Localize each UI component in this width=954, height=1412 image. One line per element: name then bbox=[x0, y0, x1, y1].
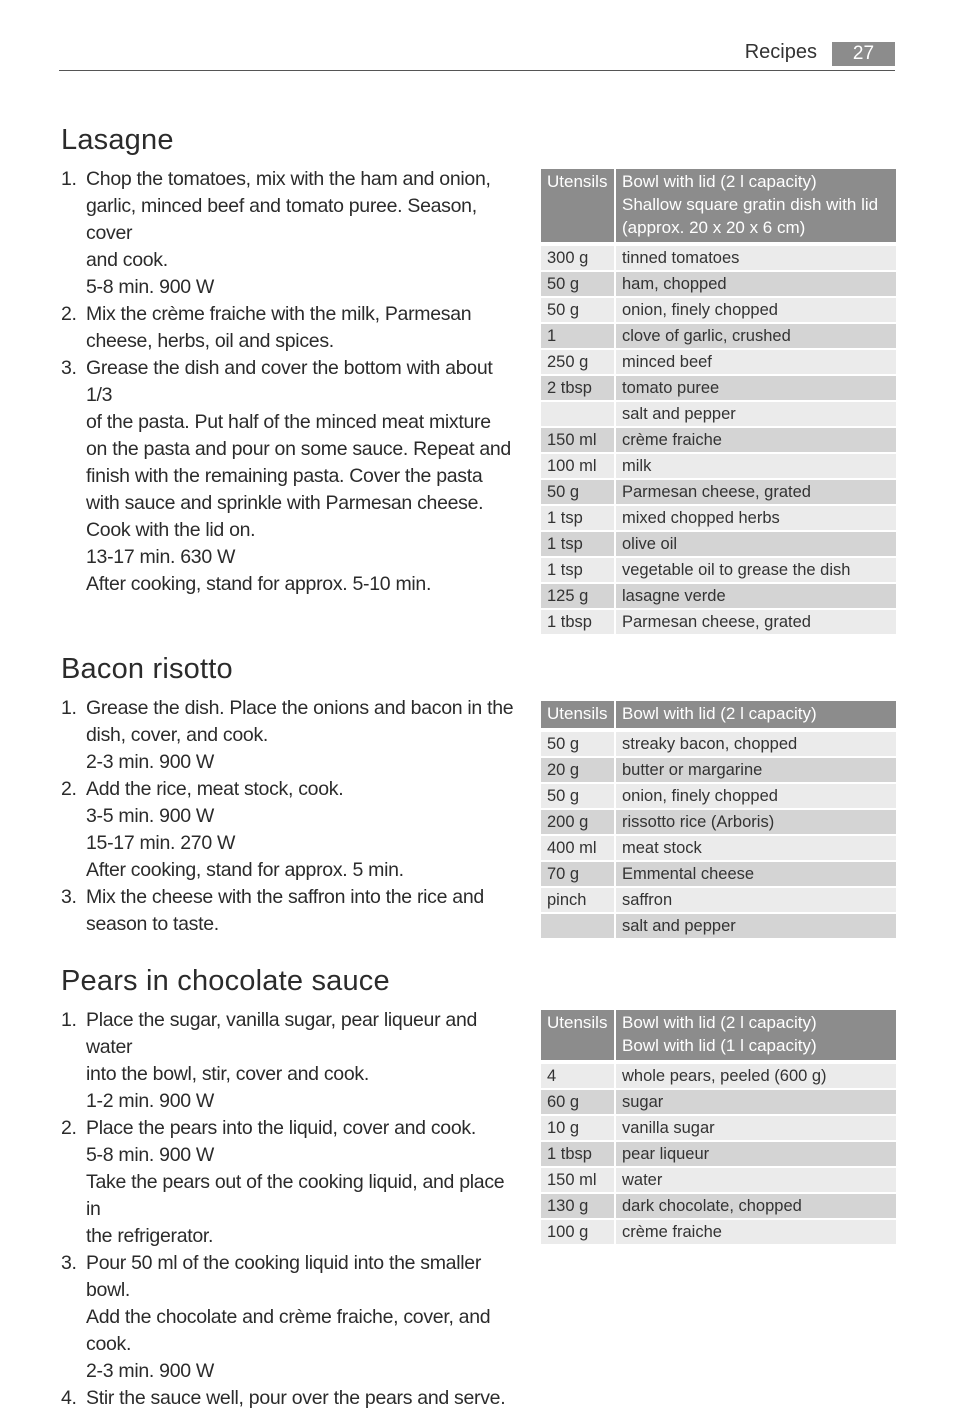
step-line: 5-8 min. 900 W bbox=[86, 276, 215, 298]
ingredient-row bbox=[541, 583, 896, 609]
ingredient-name: dark chocolate, chopped bbox=[615, 1193, 896, 1219]
step-line: Pour 50 ml of the cooking liquid into the smaller bowl. bbox=[86, 1252, 482, 1301]
step-line: Cook with the lid on. bbox=[86, 519, 256, 541]
ingredient-name: Parmesan cheese, grated bbox=[615, 479, 896, 505]
ingredient-quantity: 1 tsp bbox=[541, 505, 615, 531]
step-line: cheese, herbs, oil and spices. bbox=[86, 330, 334, 352]
step-line: garlic, minced beef and tomato puree. Season, cover bbox=[86, 195, 477, 244]
ingredient-name: clove of garlic, crushed bbox=[615, 323, 896, 349]
ingredient-name: rissotto rice (Arboris) bbox=[615, 809, 896, 835]
ingredient-quantity: 50 g bbox=[541, 783, 615, 809]
ingredient-row bbox=[541, 557, 896, 583]
ingredient-row bbox=[541, 271, 896, 297]
recipe-step bbox=[61, 301, 521, 355]
step-line: into the bowl, stir, cover and cook. bbox=[86, 1063, 369, 1085]
ingredients-table bbox=[541, 169, 896, 634]
step-line: Mix the crème fraiche with the milk, Parmesan bbox=[86, 303, 472, 325]
ingredient-quantity: 50 g bbox=[541, 730, 615, 757]
recipe-step bbox=[61, 1250, 521, 1385]
step-line: and cook. bbox=[86, 249, 168, 271]
utensil-item: Bowl with lid (2 l capacity) bbox=[622, 704, 817, 723]
ingredient-quantity: 125 g bbox=[541, 583, 615, 609]
ingredient-quantity: 100 ml bbox=[541, 453, 615, 479]
ingredient-row bbox=[541, 1219, 896, 1244]
recipe-step bbox=[61, 776, 521, 884]
ingredient-name: ham, chopped bbox=[615, 271, 896, 297]
ingredient-row bbox=[541, 835, 896, 861]
ingredient-name: vanilla sugar bbox=[615, 1115, 896, 1141]
ingredient-row bbox=[541, 809, 896, 835]
ingredient-quantity: 150 ml bbox=[541, 1167, 615, 1193]
ingredient-name: sugar bbox=[615, 1089, 896, 1115]
step-number: 1. bbox=[61, 1009, 77, 1031]
ingredient-row bbox=[541, 609, 896, 634]
ingredient-quantity: 50 g bbox=[541, 271, 615, 297]
recipe-title: Bacon risotto bbox=[61, 653, 233, 685]
ingredient-name: salt and pepper bbox=[615, 913, 896, 938]
recipe-title: Pears in chocolate sauce bbox=[61, 965, 390, 997]
ingredient-row bbox=[541, 323, 896, 349]
utensils-label: Utensils bbox=[541, 701, 615, 730]
step-line: season to taste. bbox=[86, 913, 219, 935]
step-number: 1. bbox=[61, 168, 77, 190]
step-line: Place the sugar, vanilla sugar, pear liqueur and water bbox=[86, 1009, 478, 1058]
ingredient-row bbox=[541, 505, 896, 531]
ingredient-quantity: 2 tbsp bbox=[541, 375, 615, 401]
step-line: Add the chocolate and crème fraiche, cover, and cook. bbox=[86, 1306, 491, 1355]
utensil-item: Bowl with lid (2 l capacity) bbox=[622, 172, 817, 191]
utensils-label: Utensils bbox=[541, 1010, 615, 1062]
ingredient-name: onion, finely chopped bbox=[615, 297, 896, 323]
ingredient-row bbox=[541, 401, 896, 427]
step-line: Grease the dish and cover the bottom with about 1/3 bbox=[86, 357, 493, 406]
utensil-item: Bowl with lid (2 l capacity) bbox=[622, 1013, 817, 1032]
step-line: finish with the remaining pasta. Cover the pasta bbox=[86, 465, 483, 487]
step-number: 2. bbox=[61, 1117, 77, 1139]
utensil-item: (approx. 20 x 20 x 6 cm) bbox=[622, 218, 806, 237]
ingredient-name: pear liqueur bbox=[615, 1141, 896, 1167]
step-line: Stir the sauce well, pour over the pears and serve. bbox=[86, 1387, 506, 1409]
section-name: Recipes bbox=[744, 41, 817, 63]
ingredient-quantity: 10 g bbox=[541, 1115, 615, 1141]
ingredient-quantity: 60 g bbox=[541, 1089, 615, 1115]
ingredient-quantity: 130 g bbox=[541, 1193, 615, 1219]
ingredient-name: butter or margarine bbox=[615, 757, 896, 783]
step-number: 2. bbox=[61, 303, 77, 325]
ingredient-quantity bbox=[541, 913, 615, 938]
ingredient-row bbox=[541, 1115, 896, 1141]
recipe-steps bbox=[61, 1007, 521, 1412]
ingredient-quantity: 1 tbsp bbox=[541, 609, 615, 634]
step-line: Take the pears out of the cooking liquid, and place in bbox=[86, 1171, 505, 1220]
step-number: 1. bbox=[61, 697, 77, 719]
ingredient-name: Parmesan cheese, grated bbox=[615, 609, 896, 634]
utensils-list bbox=[615, 701, 896, 730]
step-number: 3. bbox=[61, 1252, 77, 1274]
ingredient-quantity: 1 tsp bbox=[541, 557, 615, 583]
step-line: 5-8 min. 900 W bbox=[86, 1144, 215, 1166]
ingredient-row bbox=[541, 861, 896, 887]
step-line: 15-17 min. 270 W bbox=[86, 832, 236, 854]
ingredient-row bbox=[541, 531, 896, 557]
ingredient-quantity: 20 g bbox=[541, 757, 615, 783]
step-line: 13-17 min. 630 W bbox=[86, 546, 236, 568]
ingredient-row bbox=[541, 427, 896, 453]
ingredient-name: onion, finely chopped bbox=[615, 783, 896, 809]
ingredient-row bbox=[541, 783, 896, 809]
step-line: 1-2 min. 900 W bbox=[86, 1090, 215, 1112]
ingredient-name: lasagne verde bbox=[615, 583, 896, 609]
step-line: of the pasta. Put half of the minced meat mixture bbox=[86, 411, 491, 433]
step-number: 2. bbox=[61, 778, 77, 800]
ingredients-table bbox=[541, 701, 896, 938]
page-number: 27 bbox=[832, 42, 895, 66]
ingredient-name: crème fraiche bbox=[615, 1219, 896, 1244]
ingredient-name: minced beef bbox=[615, 349, 896, 375]
step-number: 3. bbox=[61, 357, 77, 379]
step-number: 3. bbox=[61, 886, 77, 908]
step-line: 2-3 min. 900 W bbox=[86, 751, 215, 773]
ingredient-name: water bbox=[615, 1167, 896, 1193]
ingredient-row bbox=[541, 453, 896, 479]
ingredient-quantity: 50 g bbox=[541, 479, 615, 505]
ingredient-quantity: 200 g bbox=[541, 809, 615, 835]
ingredient-row bbox=[541, 479, 896, 505]
ingredient-name: olive oil bbox=[615, 531, 896, 557]
step-line: Chop the tomatoes, mix with the ham and onion, bbox=[86, 168, 491, 190]
recipe-step bbox=[61, 884, 521, 938]
utensils-list bbox=[615, 169, 896, 244]
ingredient-row bbox=[541, 887, 896, 913]
ingredient-quantity bbox=[541, 401, 615, 427]
page-header bbox=[59, 38, 895, 71]
step-line: Grease the dish. Place the onions and bacon in the bbox=[86, 697, 514, 719]
utensils-list bbox=[615, 1010, 896, 1062]
ingredient-row bbox=[541, 1062, 896, 1089]
step-line: Add the rice, meat stock, cook. bbox=[86, 778, 344, 800]
ingredient-name: whole pears, peeled (600 g) bbox=[615, 1062, 896, 1089]
ingredient-quantity: 250 g bbox=[541, 349, 615, 375]
ingredient-quantity: 50 g bbox=[541, 297, 615, 323]
ingredient-row bbox=[541, 730, 896, 757]
step-line: dish, cover, and cook. bbox=[86, 724, 269, 746]
recipe-step bbox=[61, 166, 521, 301]
recipe-step bbox=[61, 1385, 521, 1412]
step-line: the refrigerator. bbox=[86, 1225, 214, 1247]
ingredient-row bbox=[541, 349, 896, 375]
ingredient-quantity: 70 g bbox=[541, 861, 615, 887]
ingredient-row bbox=[541, 757, 896, 783]
ingredient-quantity: 4 bbox=[541, 1062, 615, 1089]
utensil-item: Bowl with lid (1 l capacity) bbox=[622, 1036, 817, 1055]
step-line: After cooking, stand for approx. 5-10 min. bbox=[86, 573, 432, 595]
ingredient-row bbox=[541, 297, 896, 323]
ingredient-quantity: pinch bbox=[541, 887, 615, 913]
step-number: 4. bbox=[61, 1387, 77, 1409]
ingredient-row bbox=[541, 1089, 896, 1115]
ingredient-quantity: 400 ml bbox=[541, 835, 615, 861]
ingredient-row bbox=[541, 375, 896, 401]
ingredient-row bbox=[541, 1167, 896, 1193]
ingredient-quantity: 1 tsp bbox=[541, 531, 615, 557]
step-line: Mix the cheese with the saffron into the rice and bbox=[86, 886, 484, 908]
step-line: Place the pears into the liquid, cover and cook. bbox=[86, 1117, 476, 1139]
ingredient-name: milk bbox=[615, 453, 896, 479]
ingredient-name: mixed chopped herbs bbox=[615, 505, 896, 531]
ingredient-name: Emmental cheese bbox=[615, 861, 896, 887]
utensils-row bbox=[541, 1010, 896, 1062]
ingredient-row bbox=[541, 1193, 896, 1219]
ingredient-quantity: 300 g bbox=[541, 244, 615, 271]
ingredient-row bbox=[541, 244, 896, 271]
step-line: on the pasta and pour on some sauce. Repeat and bbox=[86, 438, 511, 460]
utensils-row bbox=[541, 701, 896, 730]
ingredient-quantity: 1 bbox=[541, 323, 615, 349]
recipe-title: Lasagne bbox=[61, 124, 174, 156]
ingredient-quantity: 150 ml bbox=[541, 427, 615, 453]
ingredient-name: vegetable oil to grease the dish bbox=[615, 557, 896, 583]
ingredient-name: streaky bacon, chopped bbox=[615, 730, 896, 757]
recipe-step bbox=[61, 355, 521, 598]
ingredient-row bbox=[541, 913, 896, 938]
step-line: 2-3 min. 900 W bbox=[86, 1360, 215, 1382]
ingredient-name: crème fraiche bbox=[615, 427, 896, 453]
ingredient-name: saffron bbox=[615, 887, 896, 913]
recipe-steps bbox=[61, 166, 521, 598]
ingredient-quantity: 1 tbsp bbox=[541, 1141, 615, 1167]
utensil-item: Shallow square gratin dish with lid bbox=[622, 195, 879, 214]
utensils-row bbox=[541, 169, 896, 244]
ingredient-name: salt and pepper bbox=[615, 401, 896, 427]
step-line: with sauce and sprinkle with Parmesan cheese. bbox=[86, 492, 484, 514]
step-line: After cooking, stand for approx. 5 min. bbox=[86, 859, 404, 881]
recipe-step bbox=[61, 1007, 521, 1115]
ingredient-quantity: 100 g bbox=[541, 1219, 615, 1244]
step-line: 3-5 min. 900 W bbox=[86, 805, 215, 827]
ingredients-table bbox=[541, 1010, 896, 1244]
ingredient-row bbox=[541, 1141, 896, 1167]
ingredient-name: tinned tomatoes bbox=[615, 244, 896, 271]
recipe-step bbox=[61, 1115, 521, 1250]
recipe-step bbox=[61, 695, 521, 776]
ingredient-name: meat stock bbox=[615, 835, 896, 861]
recipe-steps bbox=[61, 695, 521, 938]
ingredient-name: tomato puree bbox=[615, 375, 896, 401]
utensils-label: Utensils bbox=[541, 169, 615, 244]
